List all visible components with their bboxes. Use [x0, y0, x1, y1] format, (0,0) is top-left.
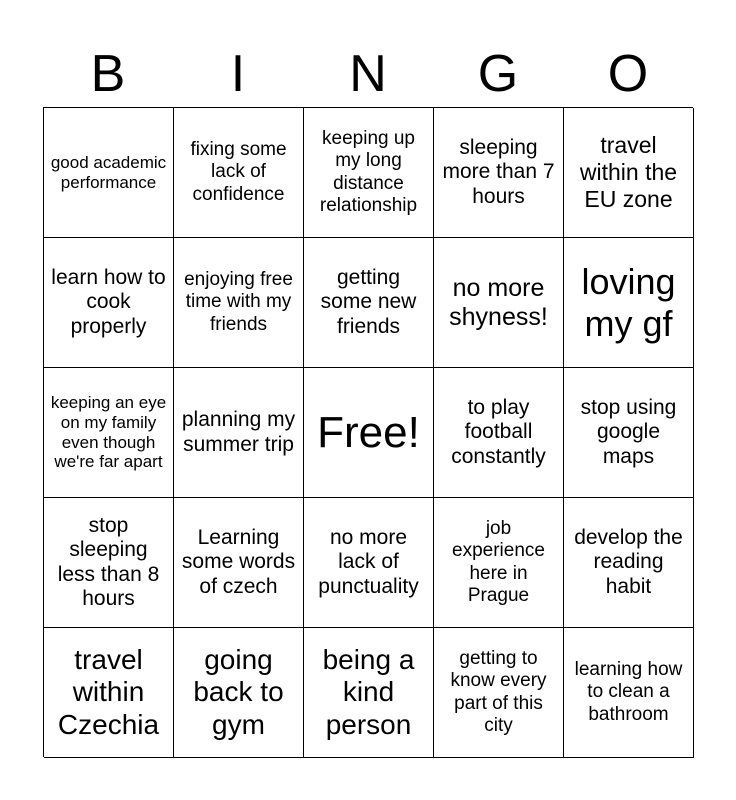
cell-text: to play football constantly: [451, 395, 546, 468]
bingo-cell[interactable]: [174, 108, 304, 238]
bingo-cell[interactable]: [564, 628, 694, 758]
bingo-cell[interactable]: [564, 238, 694, 368]
cell-text: travel within the EU zone: [579, 132, 678, 212]
cell-text: keeping an eye on my family even though we're far apart: [50, 393, 167, 472]
bingo-cell[interactable]: [44, 368, 174, 498]
bingo-cell[interactable]: [564, 368, 694, 498]
cell-text: Learning some words of czech: [181, 525, 296, 598]
bingo-cell-free[interactable]: [304, 368, 434, 498]
bingo-cell[interactable]: [174, 368, 304, 498]
cell-text: learn how to cook properly: [51, 265, 166, 338]
bingo-cell[interactable]: [174, 498, 304, 628]
bingo-cell[interactable]: [434, 108, 564, 238]
bingo-cell[interactable]: [304, 238, 434, 368]
cell-text: develop the reading habit: [574, 525, 683, 598]
cell-text: learning how to clean a bathroom: [574, 659, 683, 725]
cell-text: going back to gym: [193, 643, 284, 740]
header-letter-n: N: [349, 45, 387, 103]
bingo-header: [43, 40, 693, 108]
bingo-cell[interactable]: [44, 108, 174, 238]
bingo-cell[interactable]: [304, 628, 434, 758]
bingo-cell[interactable]: [44, 498, 174, 628]
cell-text: stop using google maps: [580, 395, 677, 468]
cell-text: sleeping more than 7 hours: [442, 135, 555, 208]
cell-text: job experience here in Prague: [452, 518, 545, 606]
bingo-cell[interactable]: [434, 498, 564, 628]
cell-text: no more lack of punctuality: [318, 525, 419, 598]
bingo-cell[interactable]: [434, 628, 564, 758]
cell-text: stop sleeping less than 8 hours: [57, 513, 160, 610]
bingo-cell[interactable]: [44, 238, 174, 368]
cell-text: fixing some lack of confidence: [190, 139, 287, 205]
cell-text: enjoying free time with my friends: [184, 269, 293, 335]
bingo-cell[interactable]: [434, 238, 564, 368]
bingo-cell[interactable]: [304, 498, 434, 628]
bingo-grid: [43, 107, 693, 757]
header-letter-i: I: [230, 45, 246, 103]
bingo-cell[interactable]: [434, 368, 564, 498]
cell-text: travel within Czechia: [57, 643, 160, 740]
bingo-cell[interactable]: [174, 628, 304, 758]
cell-text: keeping up my long distance relationship: [319, 128, 418, 216]
cell-text: good academic performance: [50, 152, 167, 192]
bingo-cell[interactable]: [44, 628, 174, 758]
cell-text: planning my summer trip: [181, 408, 296, 456]
bingo-cell[interactable]: [174, 238, 304, 368]
header-letter-o: O: [607, 45, 649, 103]
bingo-cell[interactable]: [564, 498, 694, 628]
cell-text: loving my gf: [581, 260, 676, 344]
free-space-text: Free!: [317, 407, 420, 457]
cell-text: getting to know every part of this city: [450, 648, 547, 736]
cell-text: no more shyness!: [449, 273, 548, 331]
cell-text: being a kind person: [322, 643, 415, 740]
header-letter-b: B: [90, 45, 126, 103]
bingo-cell[interactable]: [564, 108, 694, 238]
bingo-cell[interactable]: [304, 108, 434, 238]
cell-text: getting some new friends: [320, 265, 417, 338]
header-letter-g: G: [477, 45, 519, 103]
